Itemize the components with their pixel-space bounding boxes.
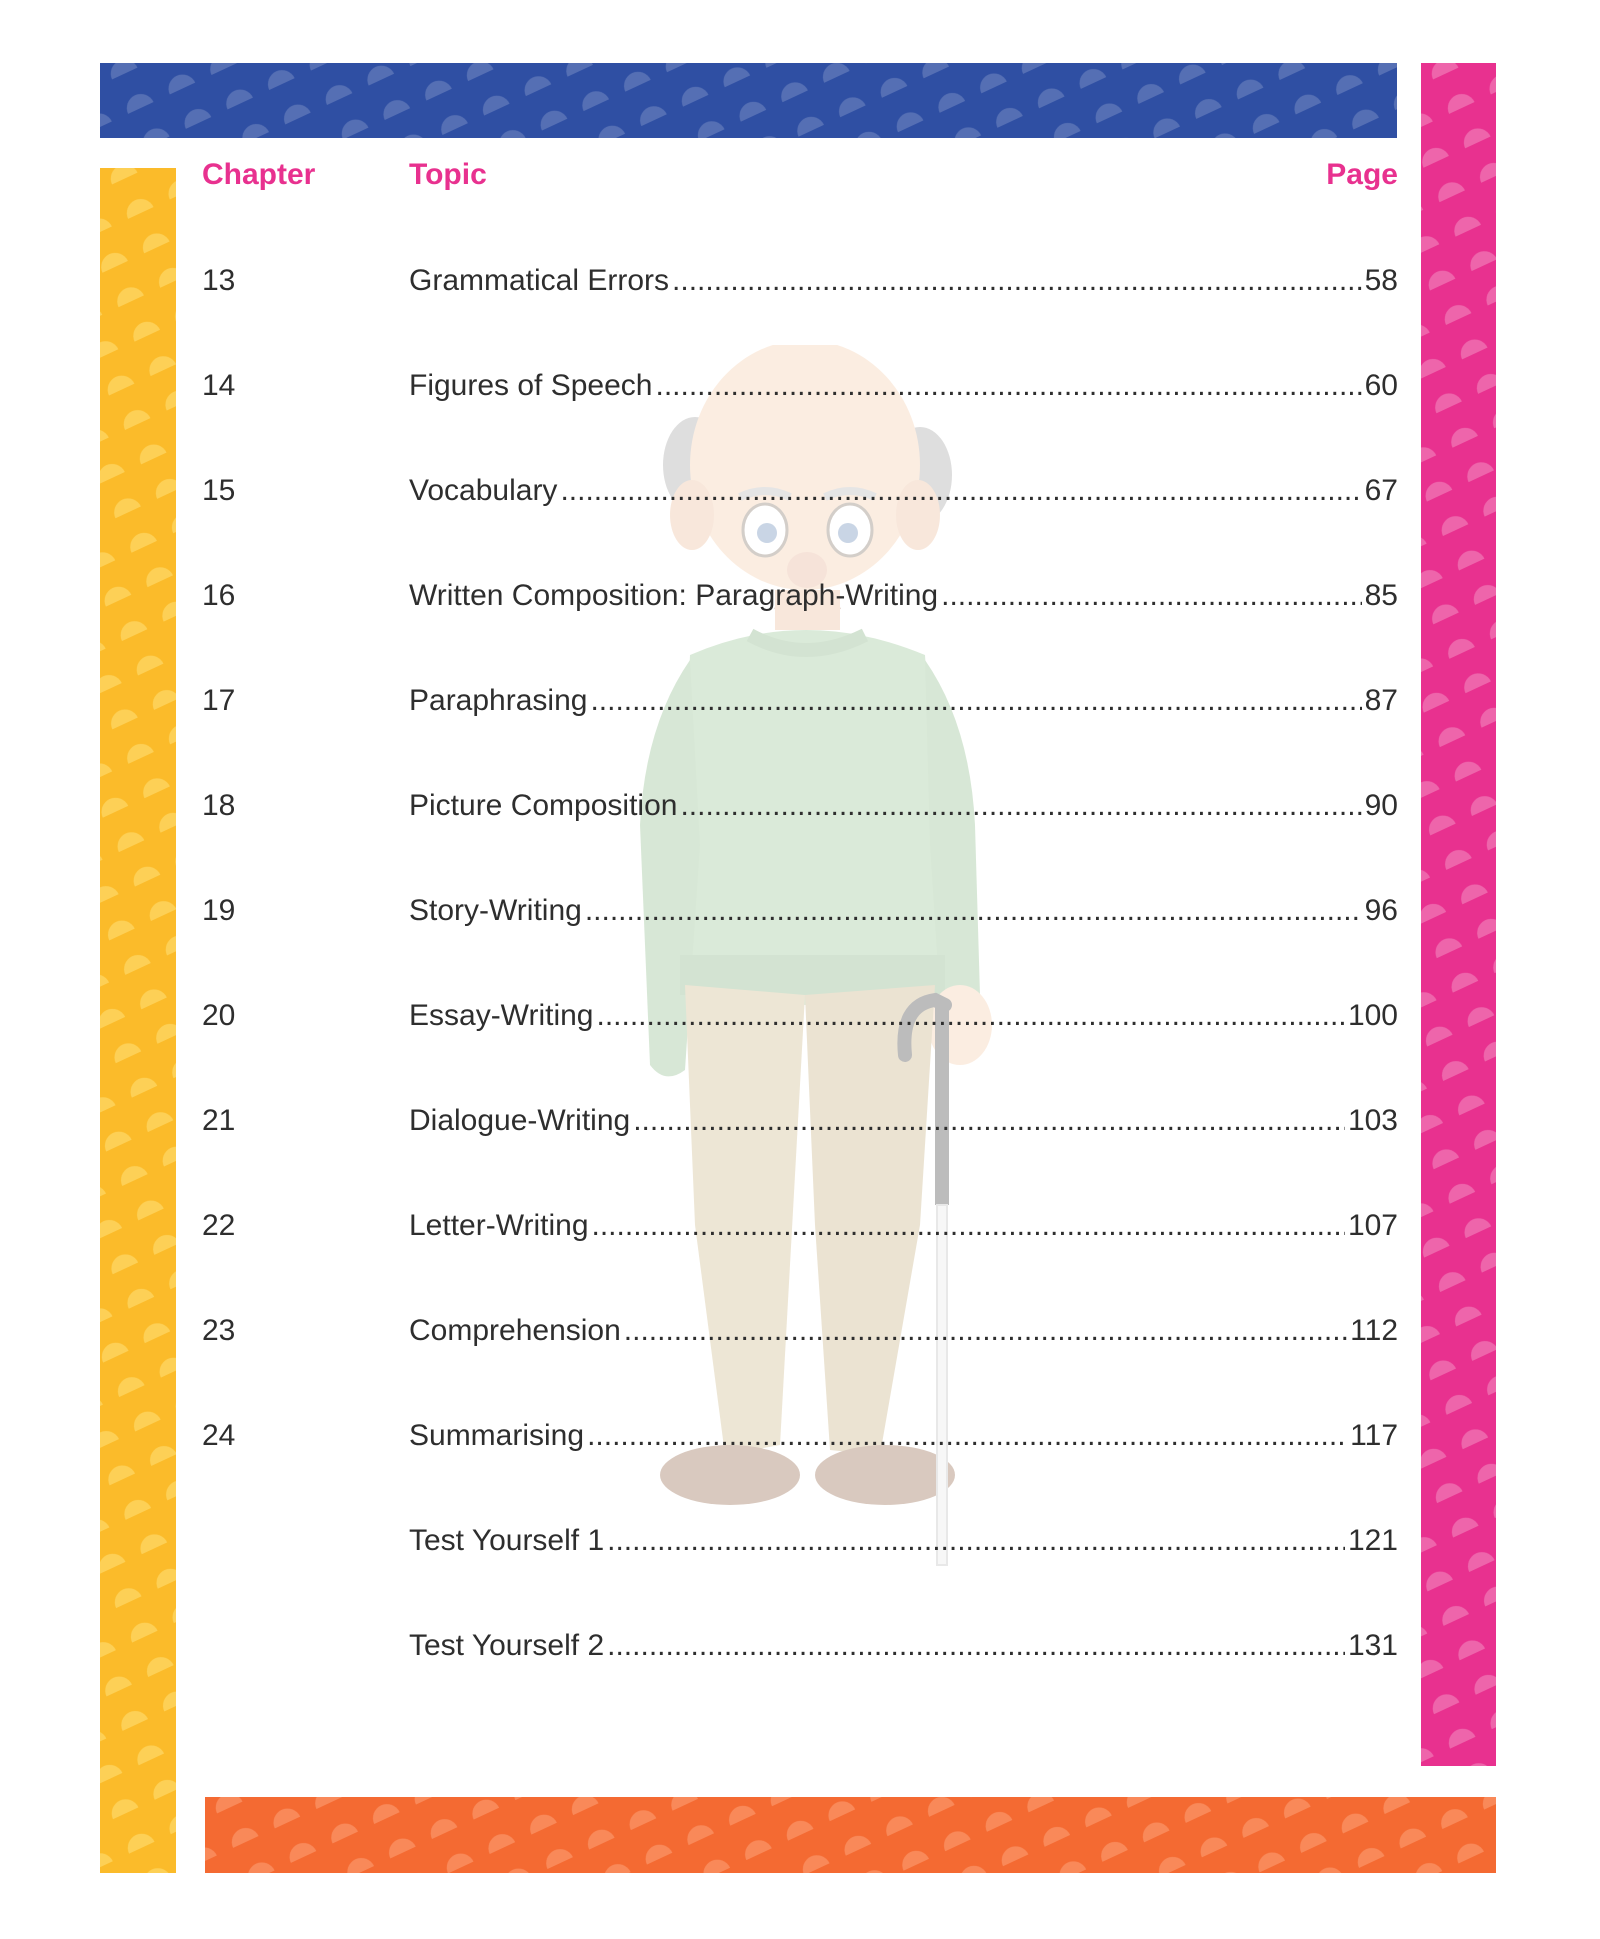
page-number: 67 — [1364, 474, 1398, 507]
toc-entry — [202, 999, 1398, 1039]
topic-title: Summarising — [409, 1419, 585, 1452]
toc-entry — [202, 684, 1398, 724]
topic-column-header: Topic — [409, 158, 487, 191]
chapter-number: 14 — [202, 369, 236, 402]
toc-entry — [202, 1104, 1398, 1144]
page-number: 121 — [1347, 1524, 1398, 1557]
topic-title: Essay-Writing — [409, 999, 594, 1032]
dot-leader — [596, 999, 1344, 1033]
topic-title: Figures of Speech — [409, 369, 653, 402]
page-number: 58 — [1364, 264, 1398, 297]
dot-leader — [587, 1419, 1347, 1453]
chapter-number: 20 — [202, 999, 236, 1032]
dot-leader — [585, 894, 1362, 928]
dot-leader — [655, 369, 1361, 403]
chapter-number: 16 — [202, 579, 236, 612]
dot-leader — [592, 1209, 1345, 1243]
toc-entry — [202, 894, 1398, 934]
toc-entry — [202, 474, 1398, 514]
page-number: 87 — [1364, 684, 1398, 717]
dot-leader — [607, 1629, 1345, 1663]
topic-title: Picture Composition — [409, 789, 678, 822]
topic-title: Dialogue-Writing — [409, 1104, 631, 1137]
page-column-header: Page — [1326, 158, 1398, 191]
toc-entry — [202, 789, 1398, 829]
page-number: 90 — [1364, 789, 1398, 822]
toc-entry — [202, 369, 1398, 409]
page-number: 112 — [1350, 1314, 1398, 1347]
chapter-number: 18 — [202, 789, 236, 822]
dot-leader — [560, 474, 1361, 508]
page-number: 100 — [1347, 999, 1398, 1032]
page-number: 85 — [1364, 579, 1398, 612]
toc-entry — [202, 264, 1398, 304]
topic-title: Grammatical Errors — [409, 264, 670, 297]
topic-title: Test Yourself 1 — [409, 1524, 605, 1557]
toc-entry — [202, 1314, 1398, 1354]
page-number: 60 — [1364, 369, 1398, 402]
dot-leader — [941, 579, 1362, 613]
chapter-number: 24 — [202, 1419, 236, 1452]
toc-entry — [202, 579, 1398, 619]
chapter-number: 21 — [202, 1104, 236, 1137]
dot-leader — [607, 1524, 1345, 1558]
topic-title: Vocabulary — [409, 474, 558, 507]
chapter-number: 13 — [202, 264, 236, 297]
toc-entry — [202, 1209, 1398, 1249]
dot-leader — [590, 684, 1361, 718]
page-number: 96 — [1364, 894, 1398, 927]
topic-title: Written Composition: Paragraph-Writing — [409, 579, 939, 612]
dot-leader — [633, 1104, 1345, 1138]
chapter-number: 17 — [202, 684, 236, 717]
topic-title: Test Yourself 2 — [409, 1629, 605, 1662]
chapter-number: 22 — [202, 1209, 236, 1242]
dot-leader — [672, 264, 1362, 298]
chapter-number: 23 — [202, 1314, 236, 1347]
topic-title: Letter-Writing — [409, 1209, 589, 1242]
page-number: 103 — [1347, 1104, 1398, 1137]
page-number: 107 — [1347, 1209, 1398, 1242]
toc-entry — [202, 1629, 1398, 1669]
page-number: 117 — [1350, 1419, 1398, 1452]
toc-entry — [202, 1524, 1398, 1564]
topic-title: Story-Writing — [409, 894, 582, 927]
page-number: 131 — [1347, 1629, 1398, 1662]
dot-leader — [624, 1314, 1347, 1348]
chapter-column-header: Chapter — [202, 158, 316, 191]
toc-entry — [202, 1419, 1398, 1459]
chapter-number: 19 — [202, 894, 236, 927]
topic-title: Comprehension — [409, 1314, 621, 1347]
topic-title: Paraphrasing — [409, 684, 588, 717]
dot-leader — [680, 789, 1361, 823]
chapter-number: 15 — [202, 474, 236, 507]
